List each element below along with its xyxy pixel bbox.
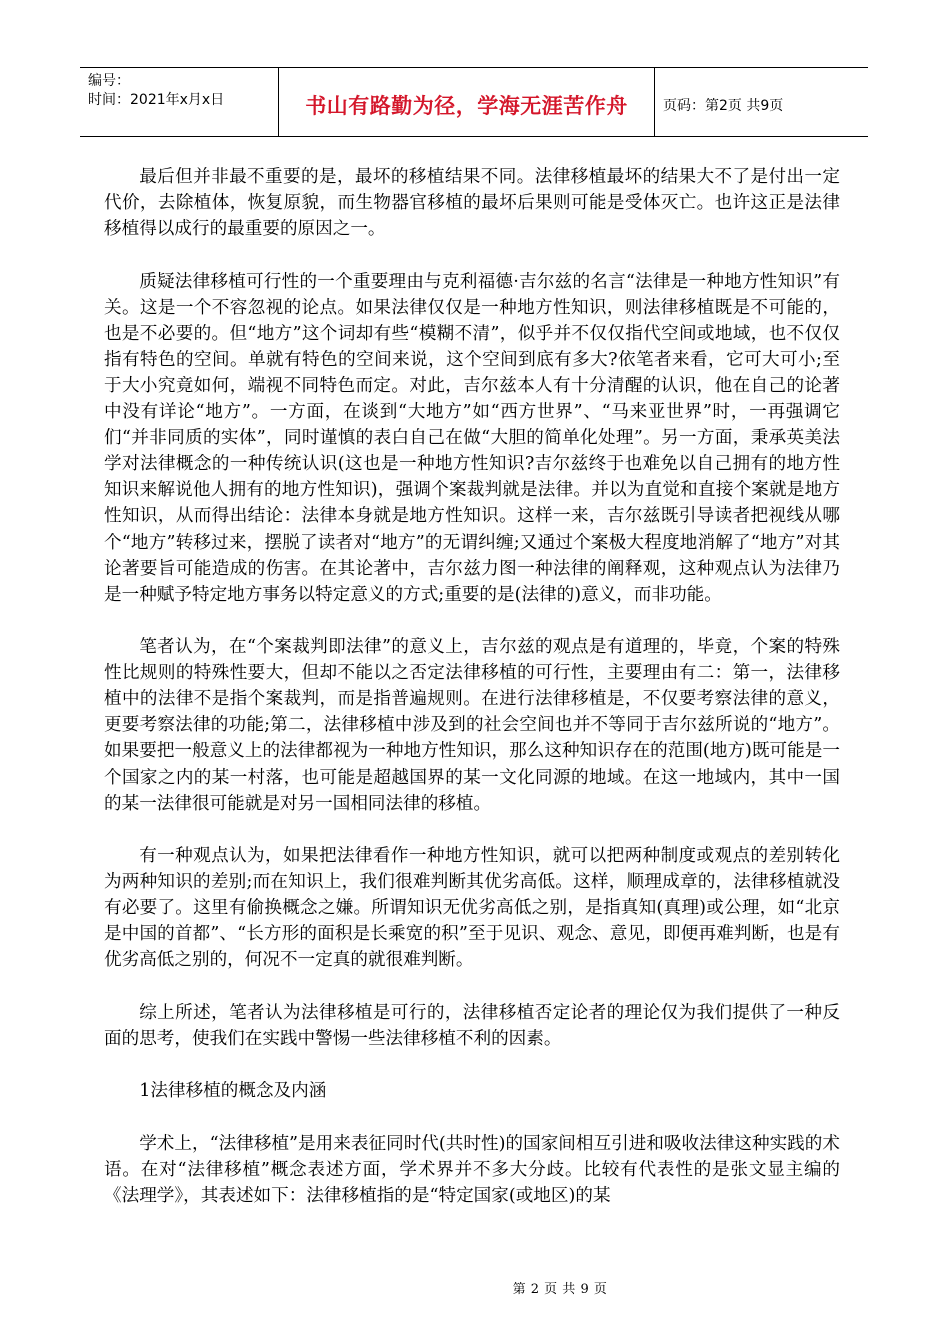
paragraph-4: 有一种观点认为，如果把法律看作一种地方性知识，就可以把两种制度或观点的差别转化为两种知识的差别;而在知识上，我们很难判断其优劣高低。这样，顺理成章的，法律移植就没有必要了。这里有偷换概念之嫌。所谓知识无优劣高低之别，是指真知(真理)或公理，如“北京是中国的首都”、“长方形的面积是长乘宽的积”至于见识、观念、意见，即便再难判断，也是有优劣高低之别的，何况不一定真的就很难判断。 bbox=[104, 846, 840, 971]
header-meta-cell bbox=[80, 68, 278, 136]
header-motto-cell bbox=[278, 68, 655, 136]
paragraph-5: 综上所述，笔者认为法律移植是可行的，法律移植否定论者的理论仅为我们提供了一种反面的思考，使我们在实践中警惕一些法律移植不利的因素。 bbox=[104, 1002, 840, 1049]
paragraph-6: 学术上，“法律移植”是用来表征同时代(共时性)的国家间相互引进和吸收法律这种实践的术语。在对“法律移植”概念表述方面，学术界并不多大分歧。比较有代表性的是张文显主编的《法理学》，其表述如下：法律移植指的是“特定国家(或地区)的某 bbox=[104, 1133, 840, 1206]
footer-page-number: 第 2 页 共 9 页 bbox=[512, 1282, 608, 1297]
paragraph-3: 笔者认为，在“个案裁判即法律”的意义上，吉尔兹的观点是有道理的，毕竟，个案的特殊性比规则的特殊性要大，但却不能以之否定法律移植的可行性，主要理由有二：第一，法律移植中的法律不是指个案裁判，而是指普遍规则。在进行法律移植是，不仅要考察法律的意义，更要考察法律的功能;第二，法律移植中涉及到的社会空间也并不等同于吉尔兹所说的“地方”。如果要把一般意义上的法律都视为一种地方性知识，那么这种知识存在的范围(地方)既可能是一个国家之内的某一村落，也可能是超越国界的某一文化同源的地域。在这一地域内，其中一国的某一法律很可能就是对另一国相同法律的移植。 bbox=[104, 637, 840, 814]
paragraph-1: 最后但并非最不重要的是，最坏的移植结果不同。法律移植最坏的结果大不了是付出一定代价，去除植体，恢复原貌，而生物器官移植的最坏后果则可能是受体灭亡。也许这正是法律移植得以成行的最重要的原因之一。 bbox=[104, 167, 840, 240]
header-page-cell bbox=[655, 68, 868, 136]
section-heading: 1法律移植的概念及内涵 bbox=[139, 1081, 327, 1102]
document-body bbox=[104, 164, 840, 1235]
serial-number-label: 编号： bbox=[88, 73, 130, 89]
document-header bbox=[80, 67, 868, 137]
header-page-info: 页码：第2页 共9页 bbox=[663, 98, 784, 114]
time-label: 时间：2021年x月x日 bbox=[88, 92, 225, 108]
paragraph-2: 质疑法律移植可行性的一个重要理由与克利福德·吉尔兹的名言“法律是一种地方性知识”有关。这是一个不容忽视的论点。如果法律仅仅是一种地方性知识，则法律移植既是不可能的，也是不必要的。但“地方”这个词却有些“模糊不清”，似乎并不仅仅指代空间或地域，也不仅仅指有特色的空间。单就有特色的空间来说，这个空间到底有多大?依笔者来看，它可大可小;至于大小究竟如何，端视不同特色而定。对此，吉尔兹本人有十分清醒的认识，他在自己的论著中没有详论“地方”。一方面，在谈到“大地方”如“西方世界”、“马来亚世界”时，一再强调它们“并非同质的实体”，同时谨慎的表白自己在做“大胆的简单化处理”。另一方面，秉承英美法学对法律概念的一种传统认识(这也是一种地方性知识?吉尔兹终于也难免以自己拥有的地方性知识来解说他人拥有的地方性知识)，强调个案裁判就是法律。并以为直觉和直接个案就是地方性知识，从而得出结论：法律本身就是地方性知识。这样一来，吉尔兹既引导读者把视线从哪个“地方”转移过来，摆脱了读者对“地方”的无谓纠缠;又通过个案极大程度地消解了“地方”对其论著要旨可能造成的伤害。在其论著中，吉尔兹力图一种法律的阐释观，这种观点认为法律乃是一种赋予特定地方事务以特定意义的方式;重要的是(法律的)意义，而非功能。 bbox=[104, 271, 840, 605]
header-motto: 书山有路勤为径，学海无涯苦作舟 bbox=[305, 94, 628, 118]
